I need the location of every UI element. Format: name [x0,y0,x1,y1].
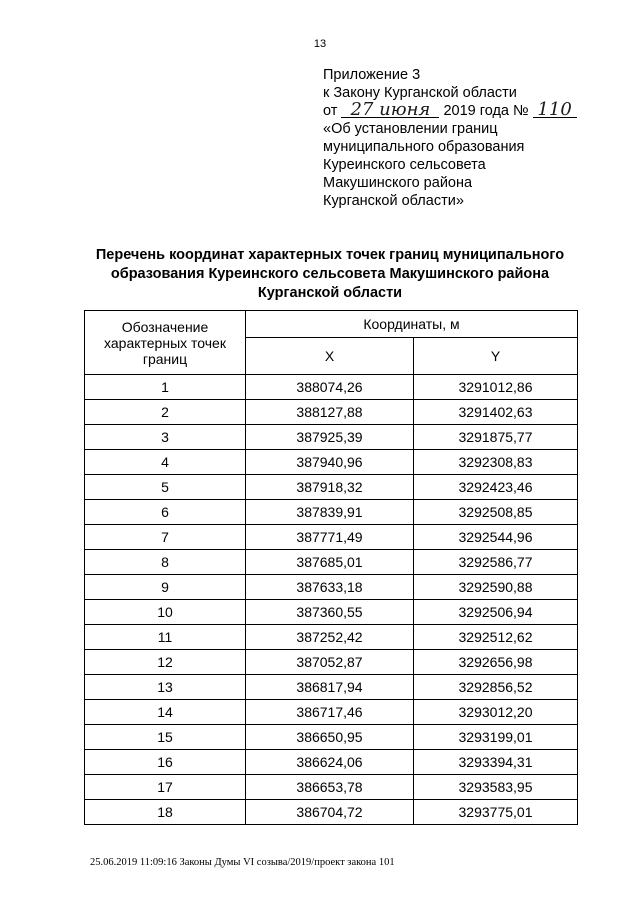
appendix-header [323,66,577,210]
header-coordinates: Координаты, м [246,311,578,338]
handwritten-law-number: 110 [533,102,577,118]
document-title-line-1: Перечень координат характерных точек границ муниципального [95,247,565,263]
table-row [85,575,578,600]
table-row [85,625,578,650]
cell-point-number: 9 [85,575,246,600]
cell-point-number: 13 [85,675,246,700]
cell-point-number: 16 [85,750,246,775]
cell-y: 3292590,88 [414,575,578,600]
cell-point-number: 12 [85,650,246,675]
cell-y: 3293012,20 [414,700,578,725]
cell-x: 387252,42 [246,625,414,650]
cell-y: 3293583,95 [414,775,578,800]
table-row [85,800,578,825]
cell-y: 3292856,52 [414,675,578,700]
appendix-law-title-1: «Об установлении границ [323,121,498,137]
table-row [85,525,578,550]
cell-x: 387771,49 [246,525,414,550]
cell-y: 3292508,85 [414,500,578,525]
appendix-law-reference: к Закону Курганской области [323,85,517,101]
cell-x: 387839,91 [246,500,414,525]
cell-y: 3292512,62 [414,625,578,650]
header-point-designation: Обозначение характерных точек границ [85,311,246,375]
document-title [70,246,590,303]
cell-x: 386650,95 [246,725,414,750]
cell-point-number: 18 [85,800,246,825]
table-body [85,375,578,825]
table-row [85,775,578,800]
document-title-line-2: образования Куреинского сельсовета Макушинского района [110,266,550,282]
cell-y: 3291875,77 [414,425,578,450]
table-row [85,700,578,725]
appendix-law-title-3: Куреинского сельсовета [323,157,486,173]
cell-x: 386817,94 [246,675,414,700]
cell-point-number: 4 [85,450,246,475]
table-row [85,600,578,625]
table-row [85,675,578,700]
cell-y: 3293775,01 [414,800,578,825]
cell-y: 3293199,01 [414,725,578,750]
cell-point-number: 15 [85,725,246,750]
cell-x: 387918,32 [246,475,414,500]
cell-x: 387685,01 [246,550,414,575]
cell-x: 388074,26 [246,375,414,400]
cell-point-number: 1 [85,375,246,400]
table-row [85,650,578,675]
table-row [85,400,578,425]
cell-y: 3292586,77 [414,550,578,575]
table-row [85,750,578,775]
header-x: X [246,338,414,375]
appendix-date-line [323,99,577,120]
cell-y: 3292544,96 [414,525,578,550]
header-y: Y [414,338,578,375]
table-row [85,725,578,750]
handwritten-date: 27 июня [341,102,439,118]
cell-x: 387052,87 [246,650,414,675]
cell-point-number: 6 [85,500,246,525]
cell-point-number: 8 [85,550,246,575]
cell-point-number: 10 [85,600,246,625]
cell-x: 386624,06 [246,750,414,775]
cell-point-number: 11 [85,625,246,650]
table-row [85,450,578,475]
cell-point-number: 7 [85,525,246,550]
table-row [85,375,578,400]
cell-point-number: 2 [85,400,246,425]
cell-x: 386704,72 [246,800,414,825]
appendix-law-title-4: Макушинского района [323,175,473,191]
year-text: 2019 года № [443,103,529,119]
cell-point-number: 5 [85,475,246,500]
cell-y: 3292506,94 [414,600,578,625]
cell-y: 3292308,83 [414,450,578,475]
cell-x: 387633,18 [246,575,414,600]
coordinates-table [84,310,578,825]
cell-y: 3292423,46 [414,475,578,500]
appendix-law-title-2: муниципального образования [323,139,525,155]
cell-x: 387925,39 [246,425,414,450]
cell-y: 3292656,98 [414,650,578,675]
cell-y: 3291012,86 [414,375,578,400]
page-number: 13 [313,38,327,50]
date-prefix: от [323,103,338,119]
cell-y: 3293394,31 [414,750,578,775]
table-row [85,500,578,525]
document-title-line-3: Курганской области [257,285,403,301]
table-row [85,550,578,575]
table-row [85,425,578,450]
footer-note: 25.06.2019 11:09:16 Законы Думы VI созыва/2019/проект закона 101 [90,857,395,868]
appendix-law-title-5: Курганской области» [323,193,464,209]
cell-x: 386653,78 [246,775,414,800]
cell-x: 388127,88 [246,400,414,425]
cell-x: 387940,96 [246,450,414,475]
cell-y: 3291402,63 [414,400,578,425]
cell-point-number: 14 [85,700,246,725]
table-header-row [85,311,578,338]
appendix-title: Приложение 3 [323,67,421,83]
cell-point-number: 17 [85,775,246,800]
cell-x: 386717,46 [246,700,414,725]
cell-point-number: 3 [85,425,246,450]
table-row [85,475,578,500]
cell-x: 387360,55 [246,600,414,625]
